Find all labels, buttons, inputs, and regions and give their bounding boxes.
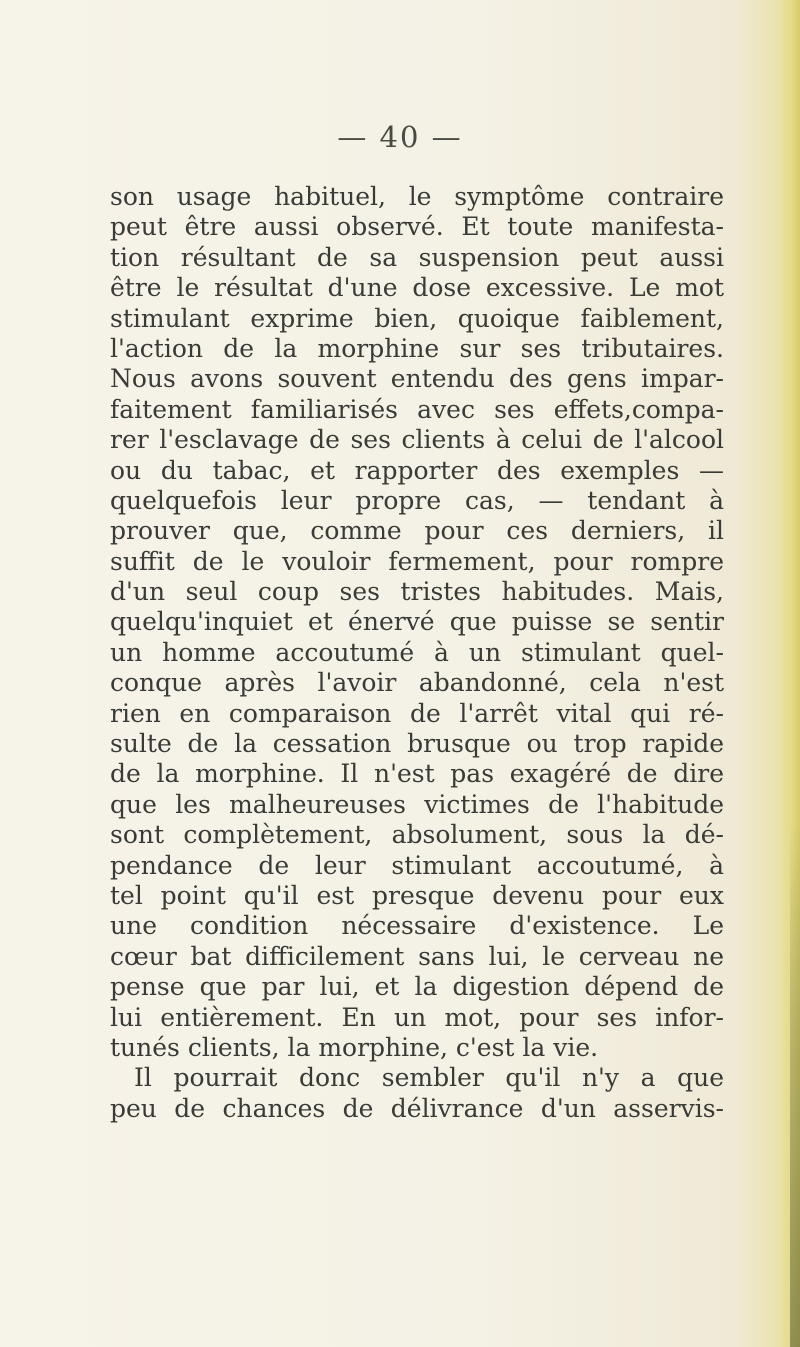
text-line: cœur bat difficilement sans lui, le cerveau ne [110, 941, 724, 971]
text-line: stimulant exprime bien, quoique faiblement, [110, 303, 724, 333]
text-line: son usage habituel, le symptôme contraire [110, 182, 724, 211]
text-line: être le résultat d'une dose excessive. Le mot [110, 273, 724, 303]
text-line: que les malheureuses victimes de l'habitude [110, 789, 724, 819]
text-line: pense que par lui, et la digestion dépend de [110, 972, 724, 1002]
text-line: quelquefois leur propre cas, — tendant à [110, 485, 724, 515]
text-line: ou du tabac, et rapporter des exemples — [110, 455, 724, 485]
page-edge-darkening [790, 820, 800, 1347]
text-line: sulte de la cessation brusque ou trop rapide [110, 729, 724, 759]
text-line: un homme accoutumé à un stimulant quel- [110, 637, 724, 667]
text-line: peut être aussi observé. Et toute manifesta- [110, 212, 724, 242]
text-line: tel point qu'il est presque devenu pour eux [110, 880, 724, 910]
text-line: l'action de la morphine sur ses tributaires. [110, 333, 724, 363]
body-text [110, 182, 724, 1124]
text-line: lui entièrement. En un mot, pour ses infor- [110, 1002, 724, 1032]
text-line: quelqu'inquiet et énervé que puisse se sentir [110, 607, 724, 637]
text-line: Il pourrait donc sembler qu'il n'y a que [134, 1063, 724, 1093]
text-line: conque après l'avoir abandonné, cela n'est [110, 668, 724, 698]
text-line: de la morphine. Il n'est pas exagéré de dire [110, 759, 724, 789]
text-line: Nous avons souvent entendu des gens impar- [110, 364, 724, 394]
text-line: sont complètement, absolument, sous la dé- [110, 820, 724, 850]
text-line: prouver que, comme pour ces derniers, il [110, 516, 724, 546]
text-line: suffit de le vouloir fermement, pour rompre [110, 546, 724, 576]
text-line: rer l'esclavage de ses clients à celui de l'alcool [110, 425, 724, 455]
text-line: tion résultant de sa suspension peut aussi [110, 242, 724, 272]
text-line: tunés clients, la morphine, c'est la vie. [110, 1032, 599, 1062]
text-line: d'un seul coup ses tristes habitudes. Mais, [110, 577, 724, 607]
text-line: rien en comparaison de l'arrêt vital qui ré- [110, 698, 724, 728]
text-line: faitement familiarisés avec ses effets,compa- [110, 394, 724, 424]
text-line: une condition nécessaire d'existence. Le [110, 911, 724, 941]
text-line: pendance de leur stimulant accoutumé, à [110, 850, 724, 880]
page-number-header: — 40 — [337, 120, 463, 154]
text-line: peu de chances de délivrance d'un asservis- [110, 1093, 724, 1123]
